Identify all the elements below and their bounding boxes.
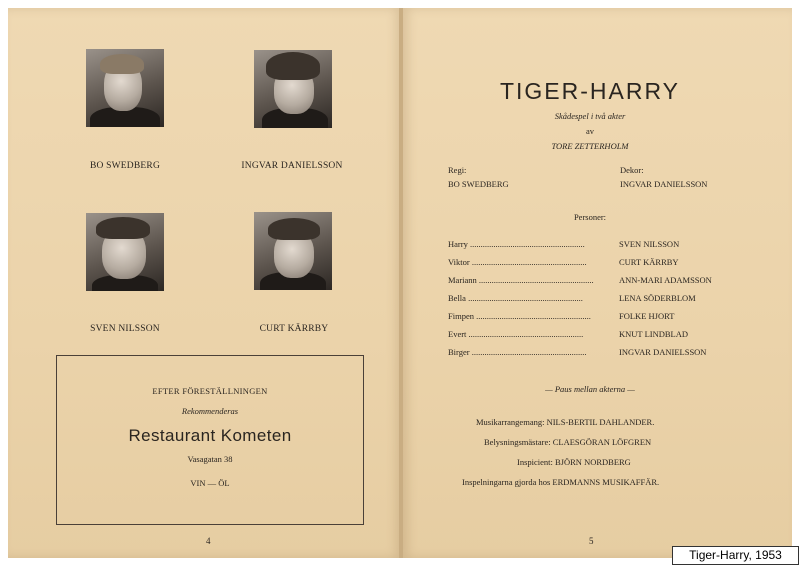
- cast-role: Birger ......................................................: [448, 347, 587, 357]
- book-spine: [399, 8, 403, 558]
- cast-actor: KNUT LINDBLAD: [619, 329, 689, 339]
- ad-drinks: VIN — ÖL: [190, 478, 230, 488]
- cast-actor: ANN-MARI ADAMSSON: [619, 275, 712, 285]
- cast-actor: SVEN NILSSON: [619, 239, 680, 249]
- restaurant-advertisement: [56, 355, 364, 525]
- play-subtitle: Skådespel i två akter: [554, 111, 626, 121]
- photo-caption: SVEN NILSSON: [90, 324, 160, 334]
- credit-line: Belysningsmästare: CLAESGÖRAN LÖFGREN: [484, 437, 652, 447]
- portrait-photo-ingvar-danielsson: [254, 50, 332, 128]
- photo-caption: INGVAR DANIELSSON: [241, 161, 343, 171]
- photo-caption: CURT KÄRRBY: [259, 324, 329, 334]
- dekor-name: INGVAR DANIELSSON: [620, 179, 708, 189]
- image-caption: Tiger-Harry, 1953: [672, 546, 799, 565]
- regi-label: Regi:: [448, 165, 467, 175]
- cast-role: Fimpen ......................................................: [448, 311, 591, 321]
- personer-label: Personer:: [573, 212, 607, 222]
- ad-recommend: Rekommenderas: [181, 406, 239, 416]
- cast-role: Viktor ......................................................: [448, 257, 587, 267]
- ad-address: Vasagatan 38: [187, 454, 233, 464]
- portrait-photo-sven-nilsson: [86, 213, 164, 291]
- cast-actor: CURT KÄRRBY: [619, 257, 679, 267]
- credit-line: Inspelningarna gjorda hos ERDMANNS MUSIKAFFÄR.: [462, 477, 660, 487]
- cast-role: Bella ......................................................: [448, 293, 583, 303]
- cast-actor: FOLKE HJORT: [619, 311, 675, 321]
- cast-role: Mariann ......................................................: [448, 275, 594, 285]
- cast-actor: INGVAR DANIELSSON: [619, 347, 707, 357]
- cast-role: Evert ......................................................: [448, 329, 584, 339]
- play-title: TIGER-HARRY: [499, 78, 681, 104]
- portrait-photo-curt-karrby: [254, 212, 332, 290]
- by-label: av: [585, 126, 595, 136]
- cast-actor: LENA SÖDERBLOM: [619, 293, 696, 303]
- dekor-label: Dekor:: [620, 165, 644, 175]
- credit-line: Inspicient: BJÖRN NORDBERG: [517, 457, 631, 467]
- ad-heading: EFTER FÖRESTÄLLNINGEN: [152, 386, 268, 396]
- page-number-left: 4: [206, 536, 211, 546]
- author: TORE ZETTERHOLM: [551, 141, 629, 151]
- regi-name: BO SWEDBERG: [448, 179, 509, 189]
- page-number-right: 5: [589, 536, 594, 546]
- pause-note: — Paus mellan akterna —: [545, 384, 635, 394]
- cast-role: Harry ......................................................: [448, 239, 585, 249]
- portrait-photo-bo-swedberg: [86, 49, 164, 127]
- photo-caption: BO SWEDBERG: [89, 161, 161, 171]
- credit-line: Musikarrangemang: NILS-BERTIL DAHLANDER.: [476, 417, 655, 427]
- ad-restaurant-name: Restaurant Kometen: [128, 426, 292, 445]
